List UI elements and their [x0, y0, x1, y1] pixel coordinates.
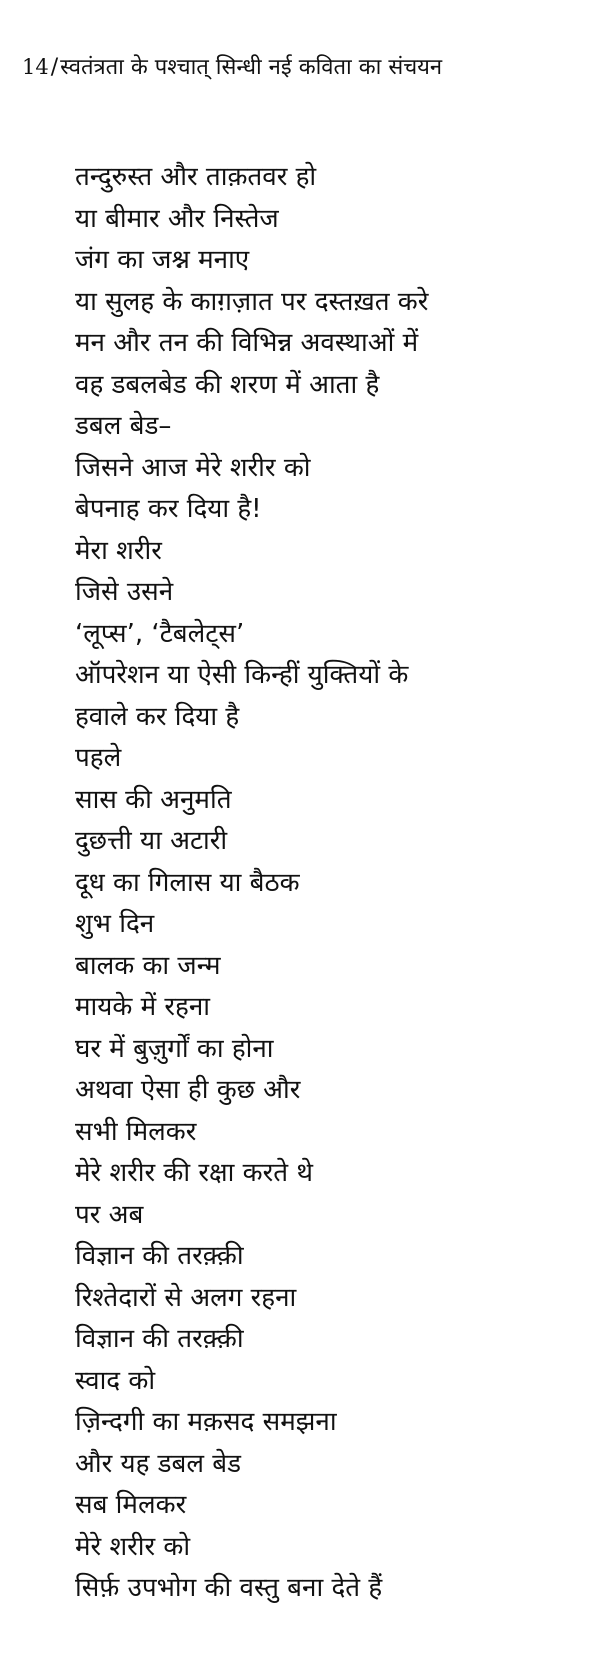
poem-line: अथवा ऐसा ही कुछ और [75, 1075, 301, 1105]
poem-line: हवाले कर दिया है [75, 701, 240, 732]
poem-line: मेरे शरीर को [75, 1531, 191, 1562]
poem-line: और यह डबल बेड [75, 1448, 242, 1479]
poem-line: या सुलह के काग़ज़ात पर दस्तख़त करे [75, 286, 429, 317]
poem-line: पर अब [75, 1199, 144, 1230]
poem-line: पहले [75, 743, 122, 773]
poem-line: जिसे उसने [75, 577, 174, 607]
header-separator: / [50, 55, 59, 80]
book-title: स्वतंत्रता के पश्चात् सिन्धी नई कविता का संचयन [60, 55, 443, 80]
poem-line: जंग का जश्न मनाए [75, 245, 250, 275]
poem-line: ऑपरेशन या ऐसी किन्हीं युक्तियों के [75, 660, 409, 690]
poem-line: सास की अनुमति [75, 784, 232, 815]
poem-line: डबल बेड– [75, 411, 172, 441]
poem-line: बालक का जन्म [75, 950, 221, 981]
page-number: 14 [22, 55, 49, 79]
poem-line: दुछत्ती या अटारी [75, 826, 228, 856]
running-header [22, 52, 442, 83]
poem-line: मेरे शरीर की रक्षा करते थे [75, 1158, 313, 1188]
poem-line: ज़िन्दगी का मक़सद समझना [75, 1407, 337, 1437]
poem-line: विज्ञान की तरक़्क़ी [75, 1324, 244, 1354]
poem-line: घर में बुज़ुर्गों का होना [75, 1033, 274, 1064]
poem-line: वह डबलबेड की शरण में आता है [75, 369, 380, 400]
poem-line: जिसने आज मेरे शरीर को [75, 452, 311, 483]
poem-line: विज्ञान की तरक़्क़ी [75, 1241, 244, 1271]
poem-line: सब मिलकर [75, 1490, 187, 1520]
poem [75, 160, 428, 1613]
poem-line: स्वाद को [75, 1365, 156, 1396]
poem-line: या बीमार और निस्तेज [75, 203, 279, 234]
poem-line: दूध का गिलास या बैठक [75, 867, 300, 898]
poem-line: बेपनाह कर दिया है! [75, 494, 262, 524]
poem-line: तन्दुरुस्त और ताक़तवर हो [75, 162, 317, 192]
poem-line: ‘लूप्स’, ‘टैबलेट्स’ [75, 618, 245, 649]
poem-line: मायके में रहना [75, 992, 211, 1022]
poem-line: सिर्फ़ उपभोग की वस्तु बना देते हैं [75, 1573, 383, 1603]
poem-line: सभी मिलकर [75, 1116, 197, 1147]
poem-line: मेरा शरीर [75, 535, 162, 566]
poem-line: रिश्तेदारों से अलग रहना [75, 1282, 297, 1313]
poem-line: मन और तन की विभिन्न अवस्थाओं में [75, 328, 419, 358]
poem-line: शुभ दिन [75, 909, 155, 939]
